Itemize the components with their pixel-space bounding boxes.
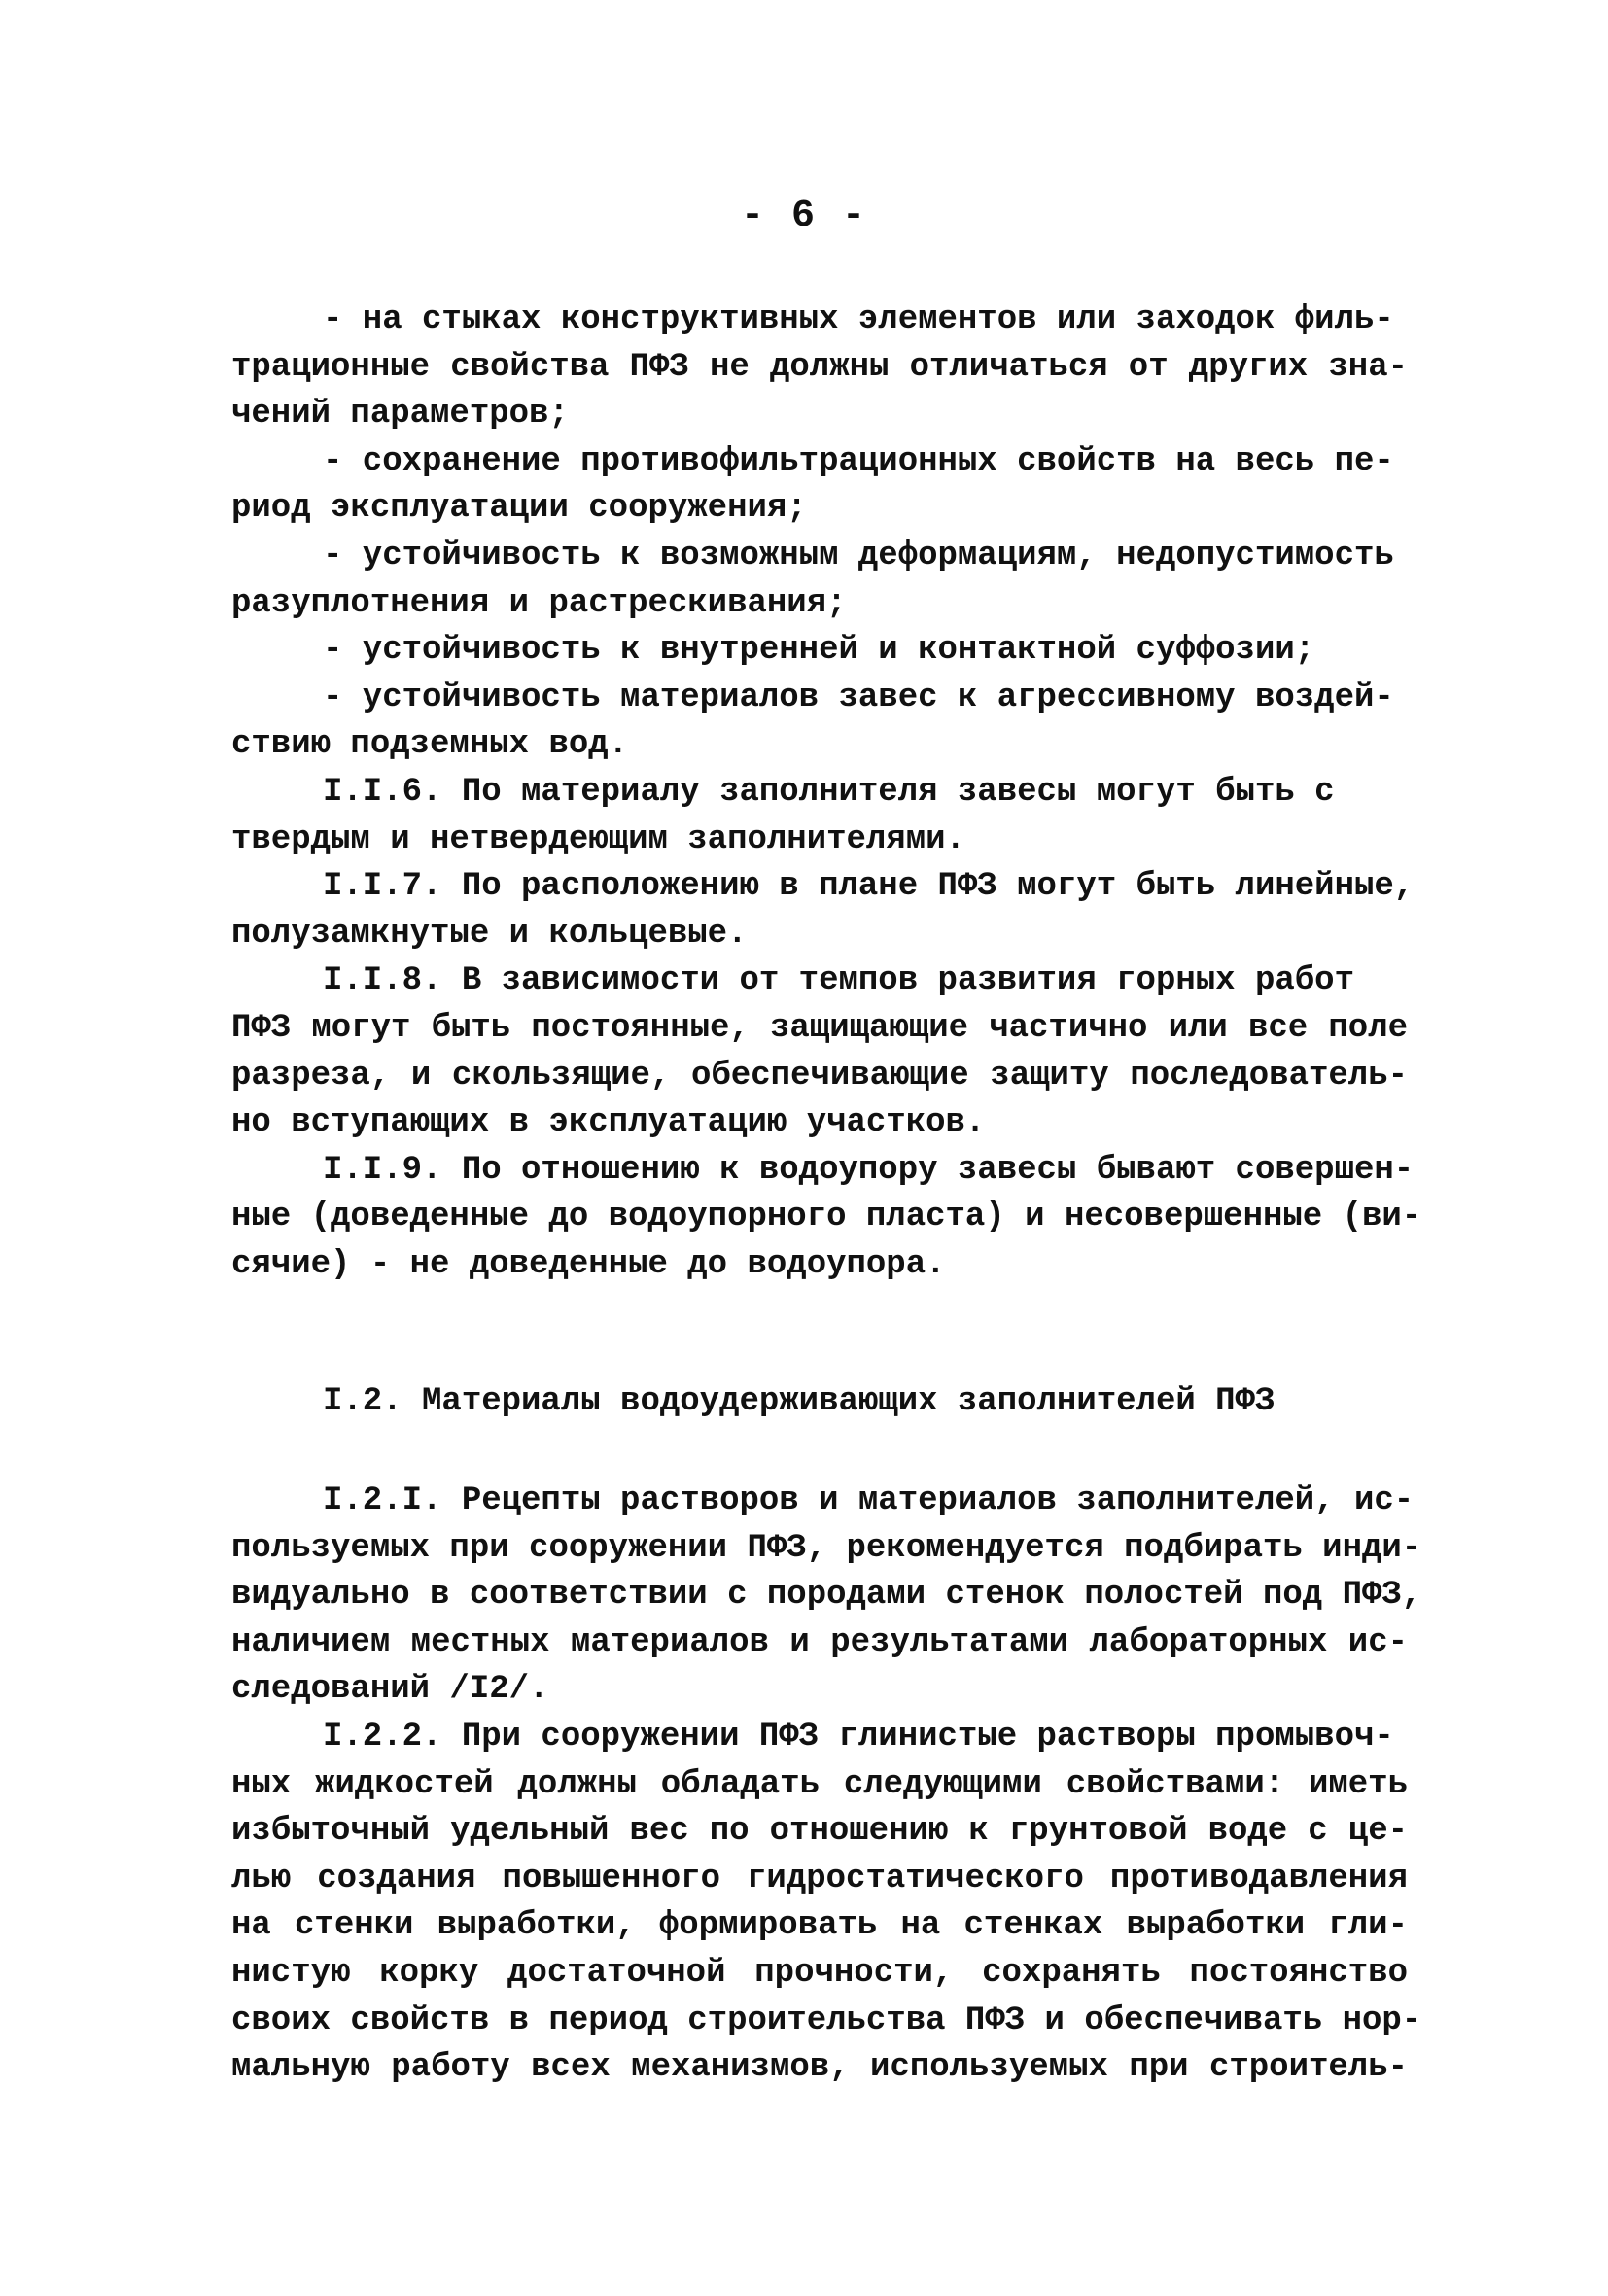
text-line: избыточный удельный вес по отношению к грунтовой воде с це- [231,1813,1408,1851]
text-line: - устойчивость к возможным деформациям, недопустимость [323,537,1394,574]
text-line: - устойчивость материалов завес к агрессивному воздей- [323,678,1394,716]
section-heading-1-2: I.2. Материалы водоудерживающих заполнителей ПФЗ [323,1383,1276,1420]
paragraph-1-2-1: I.2.I. Рецепты растворов и материалов заполнителей, ис- [323,1482,1415,1519]
section-1-2-body [231,1478,1422,2092]
text-line: - устойчивость к внутренней и контактной суффозии; [323,632,1315,670]
text-line: мальную работу всех механизмов, используемых при строитель- [231,2049,1408,2087]
paragraph-1-1-8: I.I.8. В зависимости от темпов развития горных работ [323,962,1354,1000]
paragraph-1-1-6: I.I.6. По материалу заполнителя завесы могут быть с [323,773,1335,811]
text-line: ствию подземных вод. [231,726,629,764]
section-1-1-continued [231,296,1422,1288]
text-line: своих свойств в период строительства ПФЗ и обеспечивать нор- [231,2001,1422,2039]
paragraph-1-1-9: I.I.9. По отношению к водоупору завесы бывают совершен- [323,1151,1415,1189]
text-line: пользуемых при сооружении ПФЗ, рекомендуется подбирать инди- [231,1529,1422,1567]
text-line: чений параметров; [231,396,569,434]
paragraph-1-2-2: I.2.2. При сооружении ПФЗ глинистые растворы промывоч- [323,1718,1394,1756]
text-line: наличием местных материалов и результатами лабораторных ис- [231,1623,1408,1661]
text-line: лью создания повышенного гидростатического противодавления [231,1860,1408,1897]
text-line: видуально в соответствии с породами стенок полостей под ПФЗ, [231,1577,1422,1615]
text-line: риод эксплуатации сооружения; [231,490,807,528]
text-line: разреза, и скользящие, обеспечивающие защиту последователь- [231,1057,1408,1095]
text-line: ных жидкостей должны обладать следующими свойствами: иметь [231,1765,1408,1803]
text-line: ПФЗ могут быть постоянные, защищающие частично или все поле [231,1009,1408,1047]
text-line: полузамкнутые и кольцевые. [231,915,748,953]
page-number: - 6 - [740,194,868,238]
paragraph-1-1-7: I.I.7. По расположению в плане ПФЗ могут быть линейные, [323,868,1415,906]
text-line: трационные свойства ПФЗ не должны отличаться от других зна- [231,348,1408,386]
text-line: на стенки выработки, формировать на стенках выработки гли- [231,1907,1408,1945]
text-line: - сохранение противофильтрационных свойств на весь пе- [323,442,1394,480]
text-line: - на стыках конструктивных элементов или заходок филь- [323,301,1394,338]
text-line: сячие) - не доведенные до водоупора. [231,1245,946,1283]
text-line: ные (доведенные до водоупорного пласта) и несовершенные (ви- [231,1199,1422,1236]
text-line: разуплотнения и растрескивания; [231,584,847,622]
text-line: твердым и нетвердеющим заполнителями. [231,820,965,858]
text-line: нистую корку достаточной прочности, сохранять постоянство [231,1954,1408,1992]
text-line: следований /I2/. [231,1671,549,1709]
text-line: но вступающих в эксплуатацию участков. [231,1104,986,1142]
